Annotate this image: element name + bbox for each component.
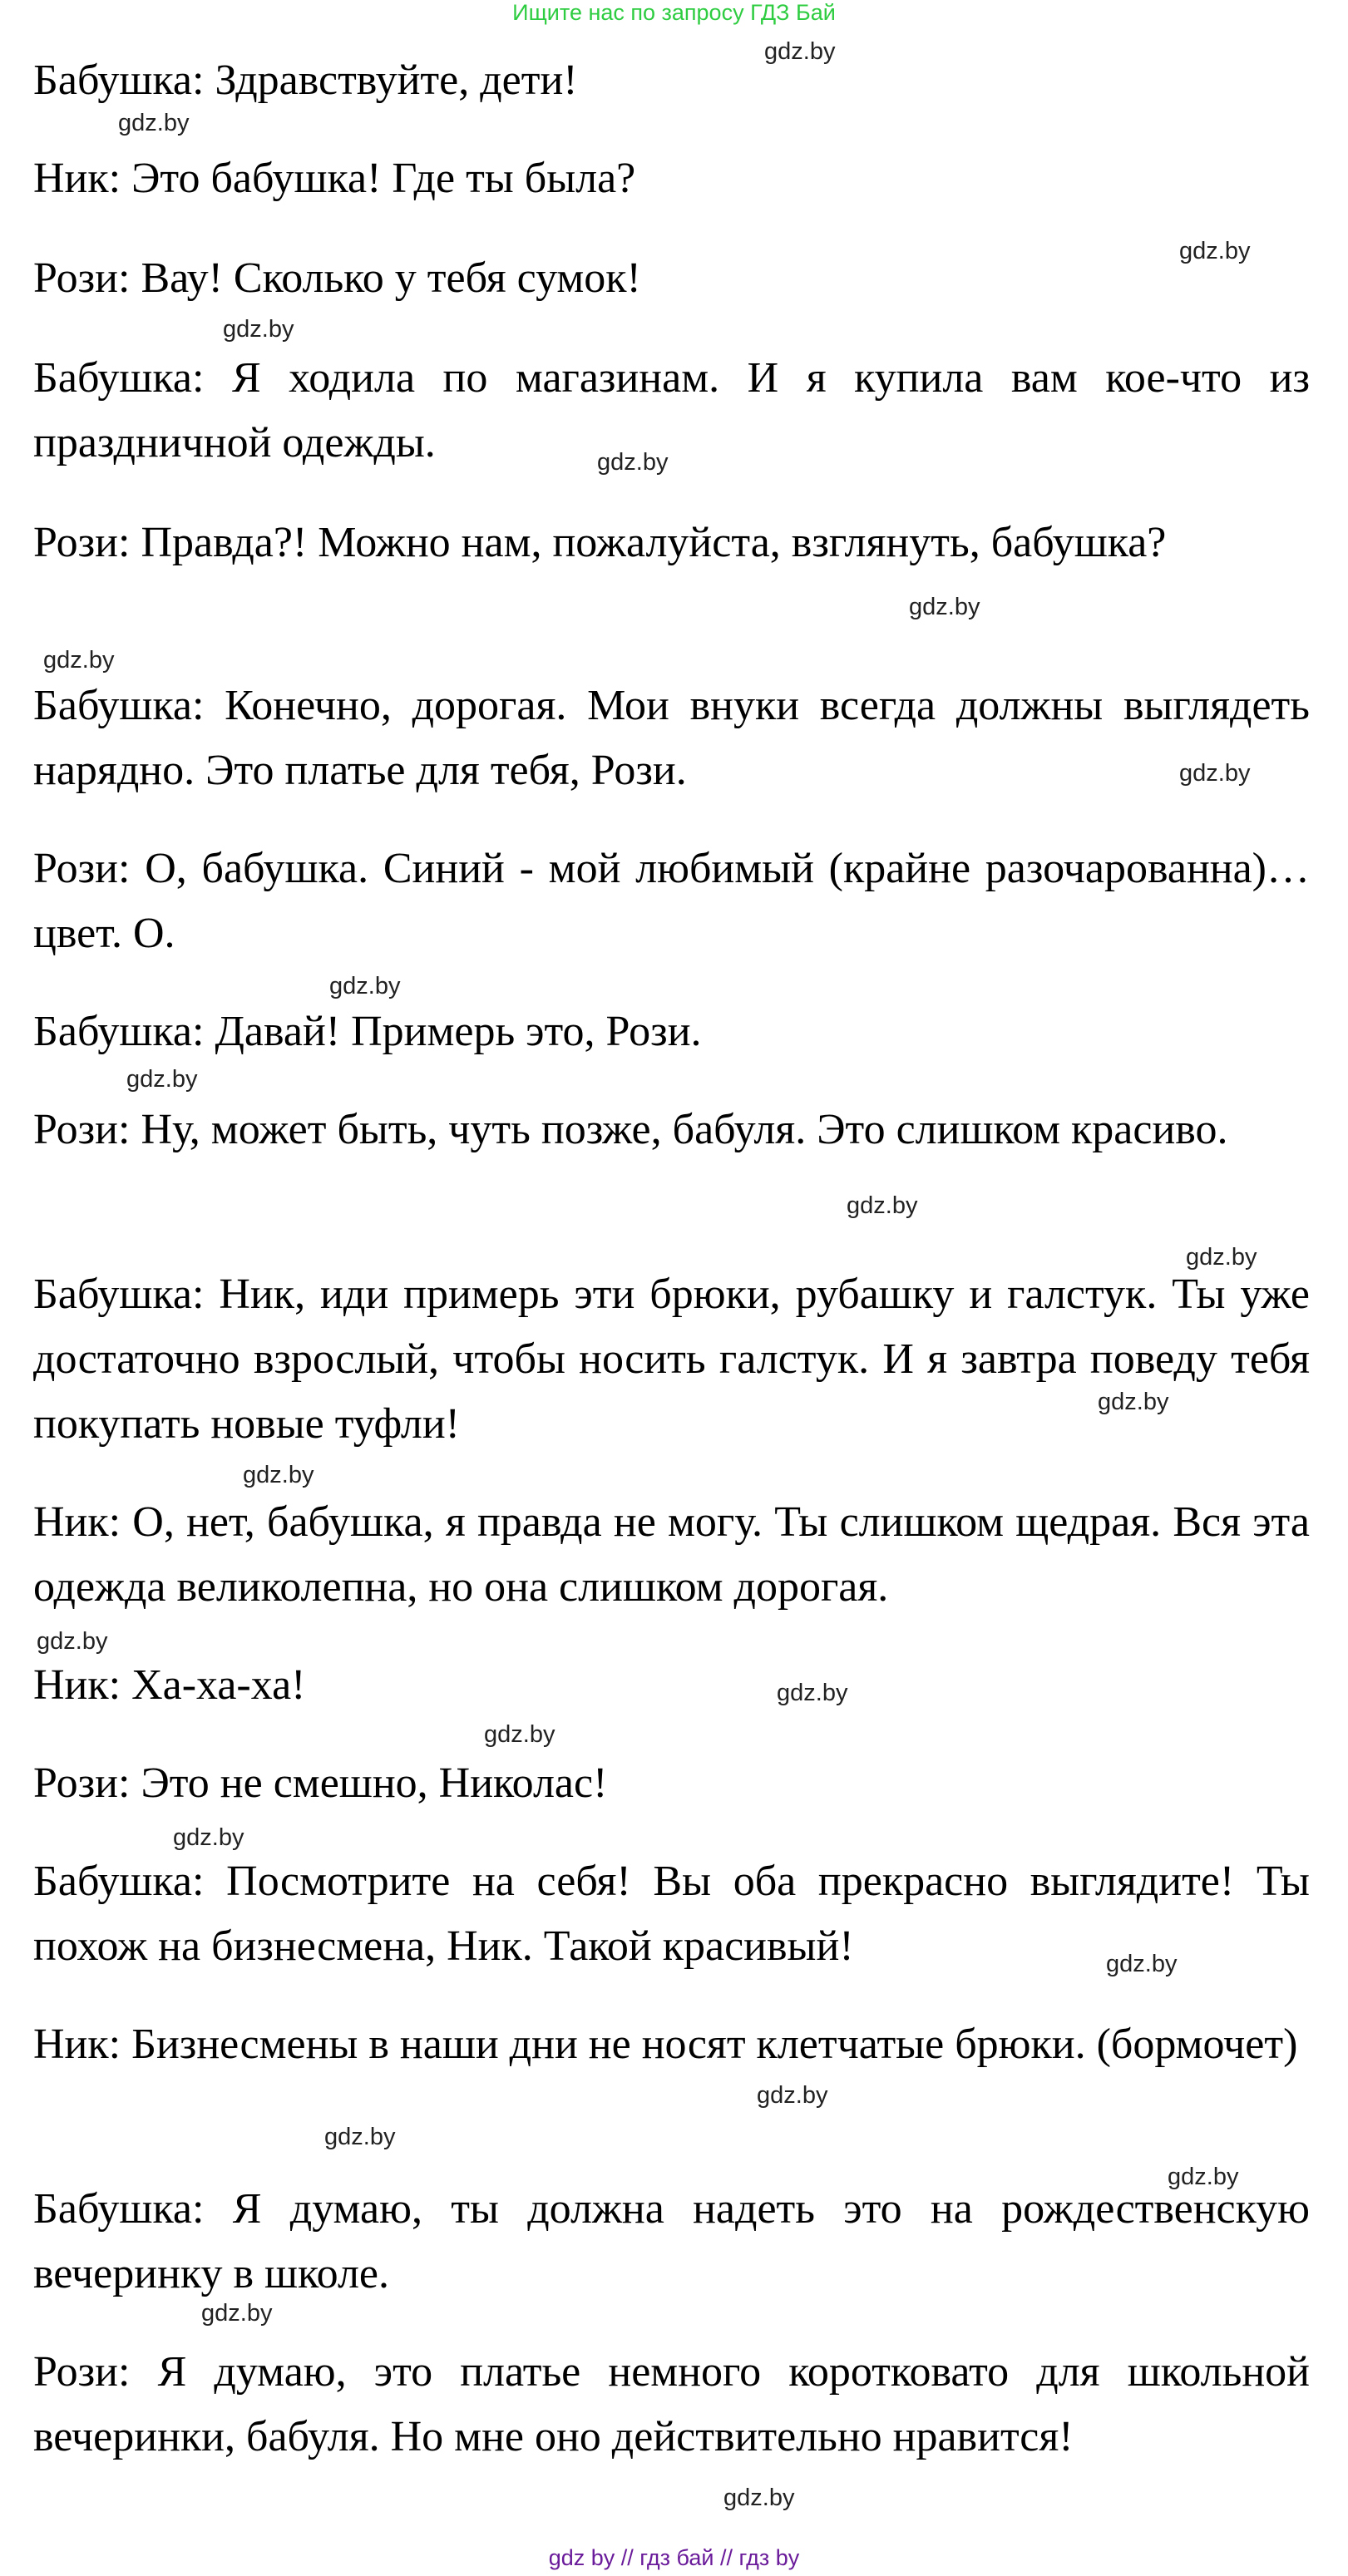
dialogue-line: Бабушка: Я думаю, ты должна надеть это на рождественскую вечеринку в школе. [33, 2185, 1310, 2297]
watermark: gdz.by [723, 2485, 795, 2511]
watermark: gdz.by [324, 2124, 396, 2150]
watermark: gdz.by [764, 38, 836, 65]
dialogue-line: Рози: Ну, может быть, чуть позже, бабуля. Это слишком красиво. [33, 1106, 1228, 1153]
dialogue-line: Ник: О, нет, бабушка, я правда не могу. Ты слишком щедрая. Вся эта одежда великолепна, но она слишком дорогая. [33, 1498, 1310, 1611]
watermark: gdz.by [1106, 1951, 1178, 1977]
dialogue-line: Ник: Это бабушка! Где ты была? [33, 155, 636, 202]
dialogue-line: Бабушка: Здравствуйте, дети! [33, 57, 578, 104]
watermark: gdz.by [126, 1066, 198, 1093]
watermark: gdz.by [1098, 1389, 1169, 1415]
dialogue-line: Бабушка: Посмотрите на себя! Вы оба прекрасно выглядите! Ты похож на бизнесмена, Ник. Такой красивый! [33, 1858, 1310, 1970]
watermark: gdz.by [597, 449, 669, 476]
dialogue-line: Рози: Вау! Сколько у тебя сумок! [33, 254, 641, 302]
header-search-link[interactable]: Ищите нас по запросу ГДЗ Бай [512, 0, 836, 25]
dialogue-line: Ник: Бизнесмены в наши дни не носят клетчатые брюки. (бормочет) [33, 2021, 1298, 2068]
watermark: gdz.by [484, 1721, 555, 1748]
dialogue-line: Рози: Правда?! Можно нам, пожалуйста, взглянуть, бабушка? [33, 519, 1167, 566]
dialogue-line: Рози: Я думаю, это платье немного коротковато для школьной вечеринки, бабуля. Но мне оно действительно нравится! [33, 2348, 1310, 2460]
dialogue-line: Рози: Это не смешно, Николас! [33, 1759, 608, 1807]
watermark: gdz.by [757, 2082, 828, 2109]
watermark: gdz.by [1168, 2164, 1239, 2190]
watermark: gdz.by [329, 973, 401, 999]
watermark: gdz.by [173, 1824, 244, 1851]
watermark: gdz.by [243, 1462, 314, 1488]
watermark: gdz.by [1179, 760, 1251, 787]
watermark: gdz.by [43, 647, 115, 674]
dialogue-line: Рози: О, бабушка. Синий - мой любимый (крайне разочарованна)… цвет. О. [33, 845, 1310, 957]
watermark: gdz.by [201, 2300, 273, 2327]
dialogue-line: Бабушка: Ник, иди примерь эти брюки, рубашку и галстук. Ты уже достаточно взрослый, чтобы носить галстук. И я завтра поведу тебя покупать новые туфли! [33, 1271, 1310, 1448]
dialogue-line: Бабушка: Конечно, дорогая. Мои внуки всегда должны выглядеть нарядно. Это платье для тебя, Рози. [33, 682, 1310, 794]
watermark: gdz.by [847, 1192, 918, 1219]
watermark: gdz.by [118, 110, 190, 136]
watermark: gdz.by [1186, 1244, 1257, 1271]
watermark: gdz.by [777, 1680, 848, 1706]
watermark: gdz.by [223, 316, 294, 343]
dialogue-line: Бабушка: Я ходила по магазинам. И я купила вам кое-что из праздничной одежды. [33, 354, 1310, 466]
footer-links[interactable]: gdz by // гдз бай // гдз by [548, 2545, 800, 2570]
watermark: gdz.by [1179, 238, 1251, 264]
watermark: gdz.by [37, 1628, 108, 1655]
watermark: gdz.by [909, 594, 980, 620]
dialogue-line: Бабушка: Давай! Примерь это, Рози. [33, 1008, 702, 1055]
dialogue-line: Ник: Ха-ха-ха! [33, 1661, 306, 1709]
